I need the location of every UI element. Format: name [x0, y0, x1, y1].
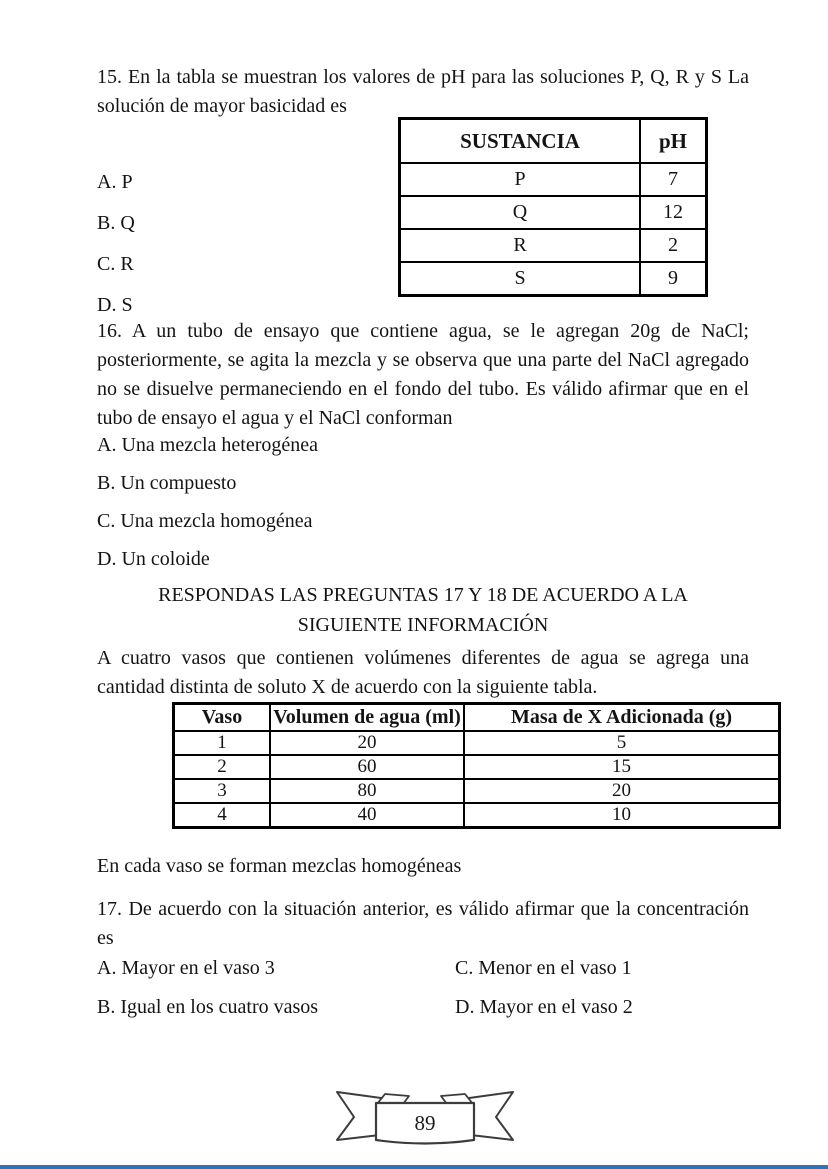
table-cell: Q: [400, 196, 641, 229]
table-row: [174, 803, 780, 828]
table-cell: 10: [464, 803, 780, 828]
table-cell: 7: [640, 163, 707, 196]
table-cell: 2: [640, 229, 707, 262]
question-17-text: 17. De acuerdo con la situación anterior, es válido afirmar que la concentración es: [97, 898, 749, 949]
table-cell: 20: [270, 731, 464, 755]
question-15-text: 15. En la tabla se muestran los valores de pH para las soluciones P, Q, R y S La solución de mayor basicidad es: [97, 66, 749, 117]
question-17-option-a: A. Mayor en el vaso 3: [97, 957, 275, 979]
table-cell: 60: [270, 755, 464, 779]
table-cell: P: [400, 163, 641, 196]
table-header-row: [174, 704, 780, 732]
table-cell: 1: [174, 731, 271, 755]
ph-table-header-ph: pH: [640, 119, 707, 164]
table-row: [174, 731, 780, 755]
table-row: [174, 779, 780, 803]
ph-table-header-sustancia: SUSTANCIA: [400, 119, 641, 164]
question-16-option-d: D. Un coloide: [97, 548, 210, 570]
section-heading: [97, 580, 749, 640]
question-17-option-b: B. Igual en los cuatro vasos: [97, 996, 319, 1018]
table-row: [400, 229, 707, 262]
section-heading-line2: SIGUIENTE INFORMACIÓN: [297, 614, 549, 636]
table-cell: 5: [464, 731, 780, 755]
question-16-option-b: B. Un compuesto: [97, 472, 237, 494]
section-heading-line1: RESPONDAS LAS PREGUNTAS 17 Y 18 DE ACUERDO A LA: [158, 584, 688, 606]
question-16-option-a: A. Una mezcla heterogénea: [97, 434, 318, 456]
table-cell: R: [400, 229, 641, 262]
table-cell: 12: [640, 196, 707, 229]
page-number-ribbon-icon: [330, 1086, 520, 1150]
table-cell: 9: [640, 262, 707, 296]
bottom-page-rule: [0, 1165, 828, 1169]
table-cell: 15: [464, 755, 780, 779]
table-cell: 4: [174, 803, 271, 828]
table-cell: S: [400, 262, 641, 296]
table-header-row: [400, 119, 707, 164]
vasos-table-header-vaso: Vaso: [174, 704, 271, 732]
question-15-option-c: C. R: [97, 253, 134, 275]
table-cell: 2: [174, 755, 271, 779]
question-15-option-d: D. S: [97, 294, 133, 316]
table-cell: 80: [270, 779, 464, 803]
table-row: [400, 262, 707, 296]
vasos-table: [172, 702, 781, 829]
question-16-text: 16. A un tubo de ensayo que contiene agua, se le agregan 20g de NaCl; posteriormente, se agita la mezcla y se observa que una parte del NaCl agregado no se disuelve permaneciendo en el fondo del tubo. Es válido afirmar que en el tubo de ensayo el agua y el NaCl conforman: [97, 320, 749, 429]
table-row: [174, 755, 780, 779]
table-cell: 40: [270, 803, 464, 828]
question-15-option-b: B. Q: [97, 212, 135, 234]
question-17-option-c: C. Menor en el vaso 1: [455, 957, 632, 979]
question-16-option-c: C. Una mezcla homogénea: [97, 510, 313, 532]
table-row: [400, 196, 707, 229]
question-17-option-d: D. Mayor en el vaso 2: [455, 996, 633, 1018]
vasos-table-header-volumen: Volumen de agua (ml): [270, 704, 464, 732]
table-row: [400, 163, 707, 196]
vasos-table-header-masa: Masa de X Adicionada (g): [464, 704, 780, 732]
page-number: 89: [414, 1111, 436, 1135]
section-note-text: En cada vaso se forman mezclas homogéneas: [97, 855, 462, 877]
ph-table: [398, 117, 708, 297]
table-cell: 20: [464, 779, 780, 803]
question-15-option-a: A. P: [97, 171, 133, 193]
table-cell: 3: [174, 779, 271, 803]
section-intro-text: A cuatro vasos que contienen volúmenes diferentes de agua se agrega una cantidad distinta de soluto X de acuerdo con la siguiente tabla.: [97, 647, 749, 698]
